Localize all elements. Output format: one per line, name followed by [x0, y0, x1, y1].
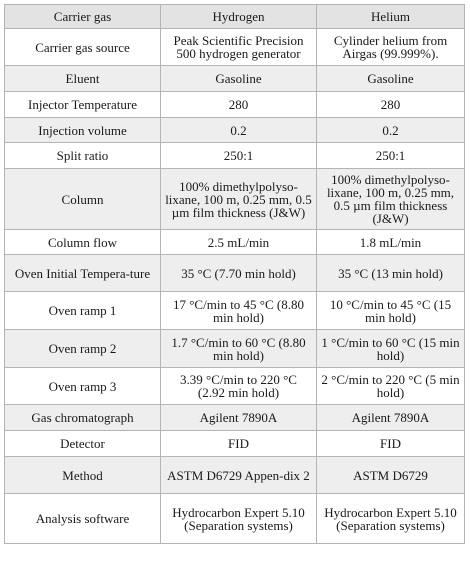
helium-value: 2 °C/min to 220 °C (5 min hold): [317, 368, 465, 405]
helium-value: Hydrocarbon Expert 5.10 (Separation systems): [317, 494, 465, 544]
table-row: [5, 255, 465, 292]
header-cell-hydrogen: Hydrogen: [161, 5, 317, 29]
helium-value: Cylinder helium from Airgas (99.999%).: [317, 29, 465, 66]
helium-value: 280: [317, 92, 465, 118]
table-row: [5, 405, 465, 431]
row-label: Oven Initial Tempera-ture: [5, 255, 161, 292]
gc-conditions-table-container: [4, 4, 465, 544]
table-row: [5, 143, 465, 169]
row-label: Analysis software: [5, 494, 161, 544]
table-row: [5, 368, 465, 405]
hydrogen-value: 17 °C/min to 45 °C (8.80 min hold): [161, 292, 317, 330]
gc-conditions-table: [4, 4, 465, 544]
helium-value: ASTM D6729: [317, 457, 465, 494]
row-label: Method: [5, 457, 161, 494]
table-row: [5, 66, 465, 92]
hydrogen-value: Peak Scientific Precision 500 hydrogen generator: [161, 29, 317, 66]
hydrogen-value: 0.2: [161, 118, 317, 143]
helium-value: FID: [317, 431, 465, 457]
helium-value: Gasoline: [317, 66, 465, 92]
helium-value: 250:1: [317, 143, 465, 169]
table-row: [5, 118, 465, 143]
table-row: [5, 431, 465, 457]
hydrogen-value: Agilent 7890A: [161, 405, 317, 431]
row-label: Eluent: [5, 66, 161, 92]
table-row: [5, 494, 465, 544]
row-label: Carrier gas source: [5, 29, 161, 66]
hydrogen-value: FID: [161, 431, 317, 457]
hydrogen-value: 280: [161, 92, 317, 118]
table-row: [5, 292, 465, 330]
table-header-row: [5, 5, 465, 29]
row-label: Detector: [5, 431, 161, 457]
row-label: Injection volume: [5, 118, 161, 143]
row-label: Oven ramp 1: [5, 292, 161, 330]
row-label: Oven ramp 3: [5, 368, 161, 405]
helium-value: 1.8 mL/min: [317, 230, 465, 255]
hydrogen-value: ASTM D6729 Appen-dix 2: [161, 457, 317, 494]
table-row: [5, 330, 465, 368]
hydrogen-value: 2.5 mL/min: [161, 230, 317, 255]
helium-value: 35 °C (13 min hold): [317, 255, 465, 292]
hydrogen-value: 35 °C (7.70 min hold): [161, 255, 317, 292]
row-label: Split ratio: [5, 143, 161, 169]
header-cell-parameter: Carrier gas: [5, 5, 161, 29]
hydrogen-value: Hydrocarbon Expert 5.10 (Separation systems): [161, 494, 317, 544]
hydrogen-value: 1.7 °C/min to 60 °C (8.80 min hold): [161, 330, 317, 368]
row-label: Gas chromatograph: [5, 405, 161, 431]
table-row: [5, 169, 465, 230]
table-row: [5, 230, 465, 255]
helium-value: Agilent 7890A: [317, 405, 465, 431]
hydrogen-value: Gasoline: [161, 66, 317, 92]
table-row: [5, 457, 465, 494]
helium-value: 0.2: [317, 118, 465, 143]
row-label: Column flow: [5, 230, 161, 255]
row-label: Oven ramp 2: [5, 330, 161, 368]
hydrogen-value: 250:1: [161, 143, 317, 169]
row-label: Injector Temperature: [5, 92, 161, 118]
table-row: [5, 29, 465, 66]
helium-value: 100% dimethylpolyso-lixane, 100 m, 0.25 mm, 0.5 µm film thickness (J&W): [317, 169, 465, 230]
helium-value: 10 °C/min to 45 °C (15 min hold): [317, 292, 465, 330]
table-row: [5, 92, 465, 118]
header-cell-helium: Helium: [317, 5, 465, 29]
row-label: Column: [5, 169, 161, 230]
hydrogen-value: 3.39 °C/min to 220 °C (2.92 min hold): [161, 368, 317, 405]
helium-value: 1 °C/min to 60 °C (15 min hold): [317, 330, 465, 368]
hydrogen-value: 100% dimethylpolyso-lixane, 100 m, 0.25 mm, 0.5 µm film thickness (J&W): [161, 169, 317, 230]
